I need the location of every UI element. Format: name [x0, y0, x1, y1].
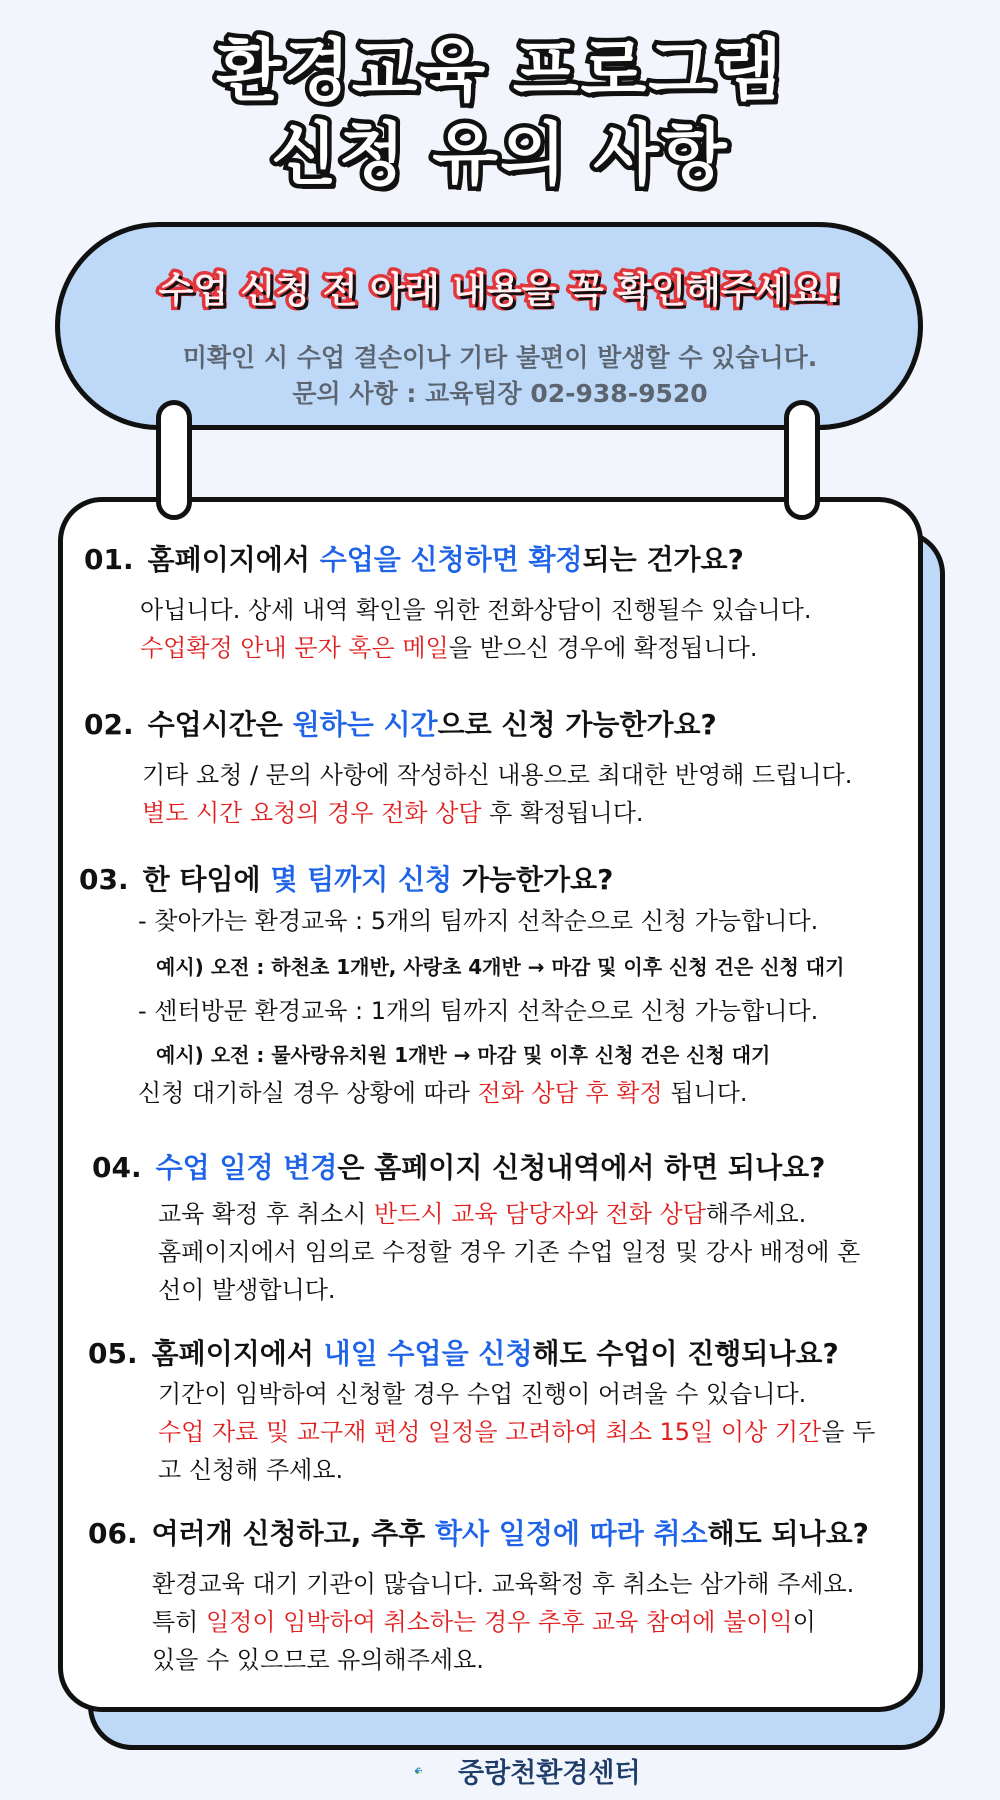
page-title-line1: 환경교육 프로그램: [216, 32, 784, 111]
faq-answer-06-line3: 있을 수 있으므로 유의해주세요.: [152, 1646, 484, 1674]
faq-answer-03-example1: 예시) 오전 : 하천초 1개반, 사랑초 4개반 → 마감 및 이후 신청 건은 신청 대기: [156, 955, 845, 979]
faq-question-02: 02. 수업시간은 원하는 시간으로 신청 가능한가요?: [84, 708, 717, 741]
faq-answer-02-line2: 별도 시간 요청의 경우 전화 상담 후 확정됩니다.: [142, 799, 644, 827]
faq-answer-03-example2: 예시) 오전 : 물사랑유치원 1개반 → 마감 및 이후 신청 건은 신청 대기: [156, 1043, 771, 1067]
faq-answer-06-line1: 환경교육 대기 기관이 많습니다. 교육확정 후 취소는 삼가해 주세요.: [152, 1570, 855, 1598]
faq-answer-04-line3: 선이 발생합니다.: [158, 1276, 336, 1304]
faq-answer-03-line3: 신청 대기하실 경우 상황에 따라 전화 상담 후 확정 됩니다.: [138, 1079, 748, 1107]
faq-answer-05-line2: 수업 자료 및 교구재 편성 일정을 고려하여 최소 15일 이상 기간을 두: [158, 1418, 876, 1446]
faq-question-01: 01. 홈페이지에서 수업을 신청하면 확정되는 건가요?: [84, 543, 744, 576]
center-logo-icon: [414, 1750, 454, 1790]
faq-question-03: 03. 한 타임에 몇 팀까지 신청 가능한가요?: [79, 863, 614, 896]
faq-answer-05-line3: 고 신청해 주세요.: [158, 1456, 344, 1484]
faq-answer-04-line2: 홈페이지에서 임의로 수정할 경우 기존 수업 일정 및 강사 배정에 혼: [158, 1238, 861, 1266]
faq-question-05: 05. 홈페이지에서 내일 수업을 신청해도 수업이 진행되나요?: [88, 1337, 839, 1370]
faq-answer-06-line2: 특히 일정이 임박하여 취소하는 경우 추후 교육 참여에 불이익이: [152, 1608, 816, 1636]
faq-answer-01-line2: 수업확정 안내 문자 혹은 메일을 받으신 경우에 확정됩니다.: [140, 634, 758, 662]
binder-ring-left: [156, 400, 192, 520]
faq-answer-05-line1: 기간이 임박하여 신청할 경우 수업 진행이 어려울 수 있습니다.: [158, 1380, 807, 1408]
faq-question-06: 06. 여러개 신청하고, 추후 학사 일정에 따라 취소해도 되나요?: [88, 1517, 869, 1550]
notice-headline: 수업 신청 전 아래 내용을 꼭 확인해주세요!: [158, 270, 842, 311]
faq-answer-01-line1: 아닙니다. 상세 내역 확인을 위한 전화상담이 진행될수 있습니다.: [140, 596, 812, 624]
faq-question-04: 04. 수업 일정 변경은 홈페이지 신청내역에서 하면 되나요?: [92, 1151, 826, 1184]
footer-org-name: 중랑천환경센터: [458, 1758, 641, 1789]
notice-subtext: 미확인 시 수업 결손이나 기타 불편이 발생할 수 있습니다.: [182, 343, 818, 372]
notice-contact: 문의 사항 : 교육팀장 02-938-9520: [292, 379, 708, 408]
page-title-line2: 신청 유의 사항: [271, 116, 729, 195]
faq-answer-03-line2: - 센터방문 환경교육 : 1개의 팀까지 선착순으로 신청 가능합니다.: [138, 997, 819, 1025]
faq-answer-03-line1: - 찾아가는 환경교육 : 5개의 팀까지 선착순으로 신청 가능합니다.: [138, 907, 819, 935]
binder-ring-right: [784, 400, 820, 520]
faq-answer-04-line1: 교육 확정 후 취소시 반드시 교육 담당자와 전화 상담해주세요.: [158, 1200, 807, 1228]
faq-answer-02-line1: 기타 요청 / 문의 사항에 작성하신 내용으로 최대한 반영해 드립니다.: [142, 761, 853, 789]
